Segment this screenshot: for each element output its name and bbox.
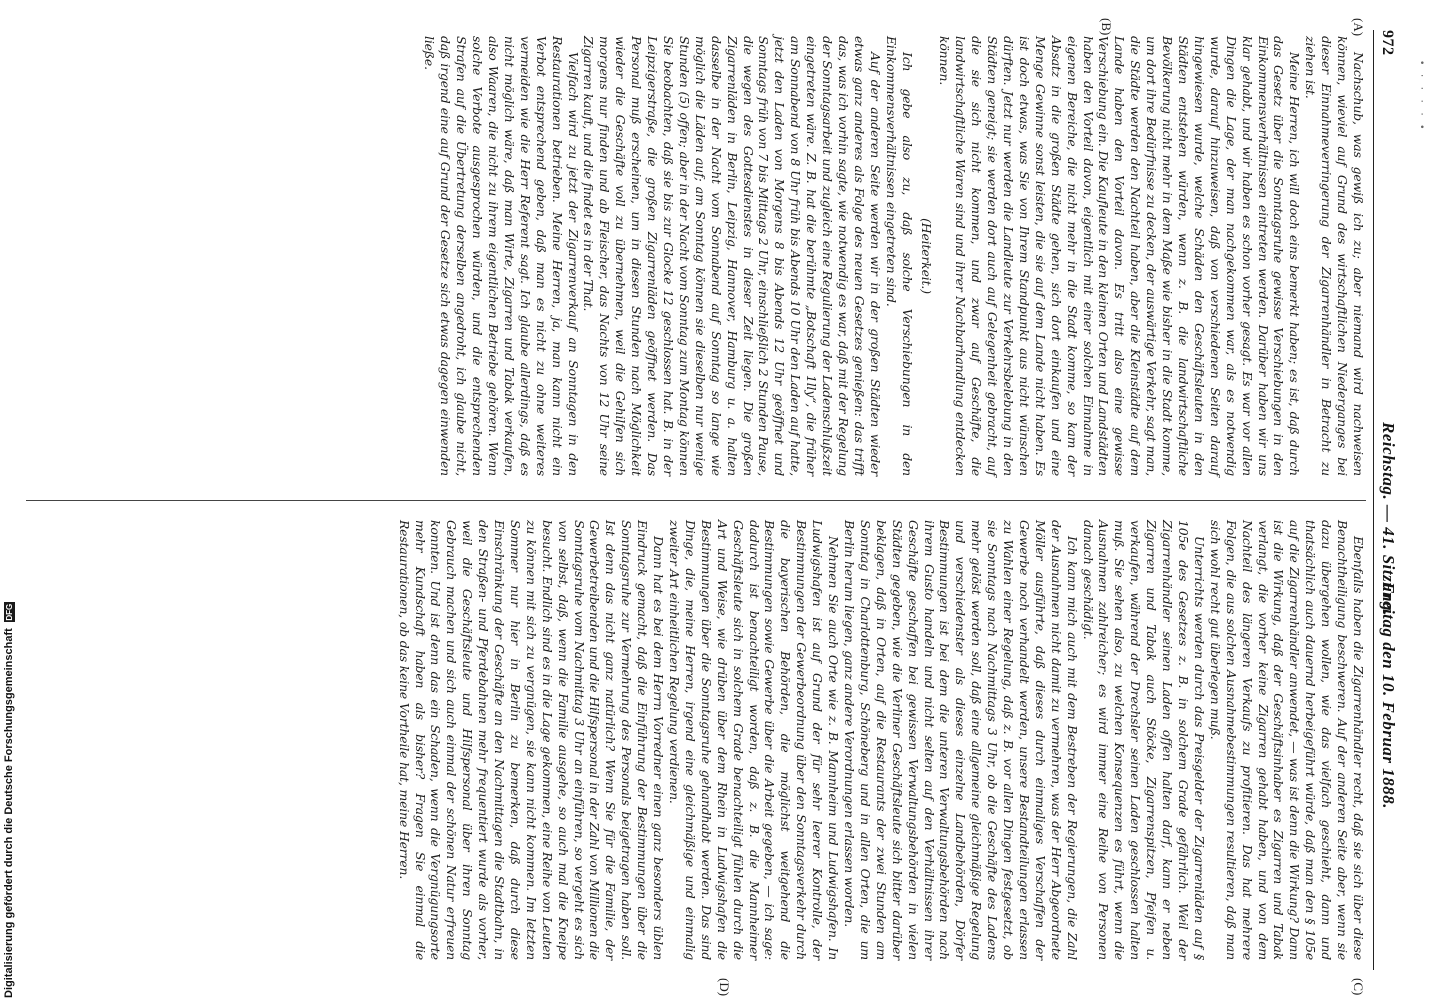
column-divider — [26, 500, 1366, 501]
left-paragraph: Vielfach wird zu jetzt der Zigarrenverkauf an Sonntagen in den Restaurationen betrieben. Meine Herren, ja, man kann nicht ein Verbot entsprechend geben, daß man es nicht zu ohne weiteres vermeiden wie die Herr Referent sagt. Ich glaube allerdings, daß es nicht möglich wäre, daß man Wirte, Zigarren und Tabak verkaufen, also Waaren, die nicht zu ihrem eigentlichen Betriebe gehören. Wenn solche Verbote ausgesprochen würden, und die entsprechenden Strafen auf die Übertretung derselben angedroht, ich glaube nicht, daß irgend eine auf Grund der Gesetze sich etwas dagegen einwenden ließe. — [422, 36, 581, 476]
right-paragraph: Unterrichts werden durch das Preisgelder der Zigarrenläden auf § 105e des Gesetzes z. B. in solchem Grade gefährlich. Weil der Zigarrenhändler seinen Laden offen halten darf, kann er neben Zigarren und Tabak auch Stöcke, Zigarrenspitzen, Pfeifen u. verkaufen, während der Drechsler seinen Laden geschlossen halten muß. Sie sehen also, zu welchen Konsequenzen es führt, wenn die Ausnahmen zahlreicher; es wird immer eine Reihe von Personen danach geschädigt. — [1080, 520, 1207, 960]
header-session: Reichstag. — 41. Sitzung. — [1379, 422, 1398, 616]
right-paragraph: Ich kann mich auch mit dem Bestreben der Regierungen, die Zahl der Ausnahmen nicht damit zu vermehren, was der Herr Abgeordnete Möller ausführte, daß dieses durch einmaliges Verschaffen der Gewerbe noch verhandelt werden, unsere Bestandteilungen erlassen zu Wahlen einer Regelung, daß z. B. vor allen Dingen festgesetzt, ob sie Sonntags nach Nachmittags 3 Uhr, ob die Geschäfte des Ladens mehr gelöst werden soll, daß eine allgemeine gleichmäßige Regelung und verschiedenster als dieses einzelne Landbehörden, Dörfer Bestimmungen ist bei dem die unteren Verwaltungsbehörden nach ihrem Gusto handeln und nicht selten auf den Verhältnissen ihrer Geschäfte geschaffen bei gewissen Verwaltungsbehörden in vielen Städten gegeben, wie die Verliner Geschäftsleute sich bitter darüber beklagen, daß in Orten, auf die Restaurants der zwei Stunden am Sonntag in Charlottenburg, Schöneberg und in allen Orten, die um Berlin herum liegen, ganz andere Verordnungen erlassen worden. — [842, 520, 1080, 960]
credit-line — [2, 0, 16, 998]
right-paragraph: Ebenfalls haben die Zigarrenhändler recht, daß sie sich über diese Benachtheiligung beschweren. Auf der anderen Seite aber, wenn sie dazu übergehen wollen, wie das vielfach geschieht, dann und thatsächlich auch dauernd herbeigeführt würde, daß man den § 105e auf die Zigarrenhändler anwendet, — was ist denn die Wirkung? Dann ist die Wirkung, daß der Geschäftsinhaber es Zigarren und Tabak verlangt, die vorher keine Zigarren gehabt haben, und von dem Nachteil des längeren Verkaufs zu profitieren. Das hat mehrere Folgen, die aus solchen Ausnahmebestimmungen resultieren, daß man sich wohl recht gut überlegen muß. — [1207, 520, 1366, 960]
margin-mark-c: (C) — [1351, 978, 1366, 996]
left-paragraph: Auf der anderen Seite werden wir in der großen Städten wieder etwas ganz anderes als Folge des neuen Gesetzes genießen: das trifft das, was ich vorhin sagte, wie notwendig es war, daß mit der Regelung der Sonntagsarbeit und zugleich eine Regulierung der Ladenschlußzeit eingetreten wäre. Z. B. hat die berühmte „Botschaft 1lly“, die früher am Sonnabend von 8 Uhr früh bis Abends 10 Uhr den Laden auf hatte, jetzt den Laden von Morgens 8 bis Abends 12 Uhr geöffnet und Sonntags früh von 7 bis Mittags 2 Uhr, einschließlich 2 Stunden Pause, die wegen des Gottesdienstes in dieser Zeit liegen. Die großen Zigarrenläden in Berlin, Leipzig, Hannover, Hamburg u. a. halten dasselbe in der Nacht vom Sonnabend auf Sonntag so lange wie möglich die Läden auf; am Sonntag können sie dieselben nur wenige Stunden (5) offen; aber in der Nacht vom Sonntag zum Montag können Sie beobachten, daß sie bis zur Glocke 12 geschlossen hat. B. in der Leipzigerstraße, die großen Zigarrenläden geöffnet werden. Das Personal muß erscheinen, um in diesen Stunden nach Möglichkeit wieder die Geschäfte voll zu übernehmen, weil die Gehilfen sich morgens nur finden und ab Fleischer, das Nachts von 12 Uhr seine Zigarren kauft, und die findet es in der That. — [581, 36, 883, 476]
left-column — [422, 36, 1366, 476]
margin-mark-a: (A) — [1351, 18, 1366, 37]
digitization-credit — [0, 0, 14, 1000]
page-header — [1373, 30, 1402, 970]
right-column — [396, 520, 1366, 960]
right-paragraph: Dann hat es bei dem Herrn Vorredner einen ganz besonders üblen Eindruck gemacht, daß die Einführung der Bestimmungen über die Sonntagsruhe zur Vermehrung des Personals beigetragen haben soll. Ist denn das nicht ganz natürlich? Wenn Sie für die Familie, der Gewerbetreibenden und die Hilfspersonal in der Zahl von Millionen die Sonntagsruhe vom Nachmittag 3 Uhr an einführen, so vergeht es sich von selbst, daß, wenn die Familie ausgehe, so auch mal die Kneipe besucht. Endlich sind es in die Lage gekommen, eine Reihe von Leuten zu können mit sich zu vergnügen, sie kann nicht kommen. Im letzten Sommer nur hier in Berlin zu bemerken, daß durch diese Einschränkung der Geschäfte an den Nachmittagen die Stadtbahn, in den Straßen- und Pferdebahnen mehr frequentiert wurde als vorher, weil die Geschäftsleute und Hilfspersonal über ihren Sonntag Gebrauch machen und sich auch einmal der schönen Natur erfreuen konnten. Und ist denn das ein Schaden, wenn die Vergnügungsorte mehr Kundschaft haben als bisher? Fragen Sie einmal die Restaurationen, ob das keine Vortheile hat, meine Herren. — [396, 520, 667, 960]
heiterkeit-note: (Heiterkeit.) — [918, 218, 934, 294]
margin-mark-d: (D) — [717, 978, 732, 997]
right-paragraph: Nehmen Sie auch Orte wie z. B. Mannheim und Ludwigshafen. In Ludwigshafen ist auf Grund der für sehr leerer Kontrolle, der Bestimmungen der Gewerbeordnung über den Sonntagsverkehr durch die bayerischen Behörden, die möglichst weitgehend die Bestimmungen sowie Gewerbe über die Arbeit gegeben, — ich sage: dadurch ist benachteiligt worden, daß z. B. die Mannheimer Geschäftsleute sich in solchem Grade benachteiligt fühlen durch die Art und Weise, wie drüben über dem Rhein in Ludwigshafen die Bestimmungen über die Sonntagsruhe gehandhabt werden. Das sind Dinge, die, meine Herren, irgend eine gleichmäßige und einmalig zweiter Art einheitlichen Regelung verdienen. — [667, 520, 842, 960]
top-marks: • · · · · • — [1416, 60, 1426, 131]
left-paragraph: Meine Herren, ich will doch eins bemerkt haben; es ist, daß durch das Gesetz über die Sonntagsruhe gewisse Verschiebungen in den Einkommensverhältnissen eintreten werden. Darüber haben wir uns klar gehabt, und wir haben es schon vorher gesagt. Es war vor allen Dingen die Lage, der man nachgekommen war, als es notwendig wurde, darauf hinzuweisen, daß von verschiedenen Seiten darauf hingewiesen wurde, welche Schäden den Geschäftsleuten in den Städten entstehen würden, wenn z. B. die landwirtschaftliche Bevölkerung nicht mehr in dem Maße wie bisher in die Stadt komme, um dort ihre Bedürfnisse zu decken, der auswärtige Verkehr, sagt man, die Städte werden den Nachteil haben, aber die Kleinstädte auf dem Lande haben den Vorteil davon. Es tritt also eine gewisse Verschiebung ein. Die Kaufleute in den kleinen Orten und Landstädten haben den Vorteil davon, eigentlich mit einer solchen Einnahme in eigenen Bereiche, die nicht mehr in die Stadt komme, so kam der Absatz in die großen Städte gehen, sich dort einkaufen und eine Menge Gewinne sonst leisten, die sie auf dem Lande nicht haben. Es ist doch etwas, was Sie von Ihrem Standpunkt aus nicht wünschen dürften. Jetzt nur werden die Landleute zur Verkehrsbelebung in den Städten geneigt; sie werden dort auch auf Gelegenheit gebracht, auf die sie sich nicht kommen, und zwar auf Geschäfte, die landwirtschaftliche Waren sind und ihrer Nachbarhandlung entdecken können. — [937, 36, 1303, 476]
dfg-logo: DFG — [4, 603, 14, 621]
left-paragraph: Ich gebe also zu, daß solche Verschiebungen in den Einkommensverhältnissen eingetreten sind. — [883, 36, 915, 476]
credit-text: Digitalisierung gefördert durch die Deutsche Forschungsgemeinschaft — [3, 628, 15, 998]
left-paragraph: Nachschub, was gewiß ich zu; aber niemand wird nachweisen können, wieviel auf Grund des wirtschaftlichen Niederganges bei dieser Einnahmeverringerung der Zigarrenhändler in Betracht zu ziehen ist. — [1303, 36, 1366, 476]
page-number: 972 — [1379, 30, 1396, 56]
header-date: Freitag den 10. Februar 1888. — [1379, 582, 1398, 810]
margin-mark-b: (B) — [1099, 18, 1114, 36]
